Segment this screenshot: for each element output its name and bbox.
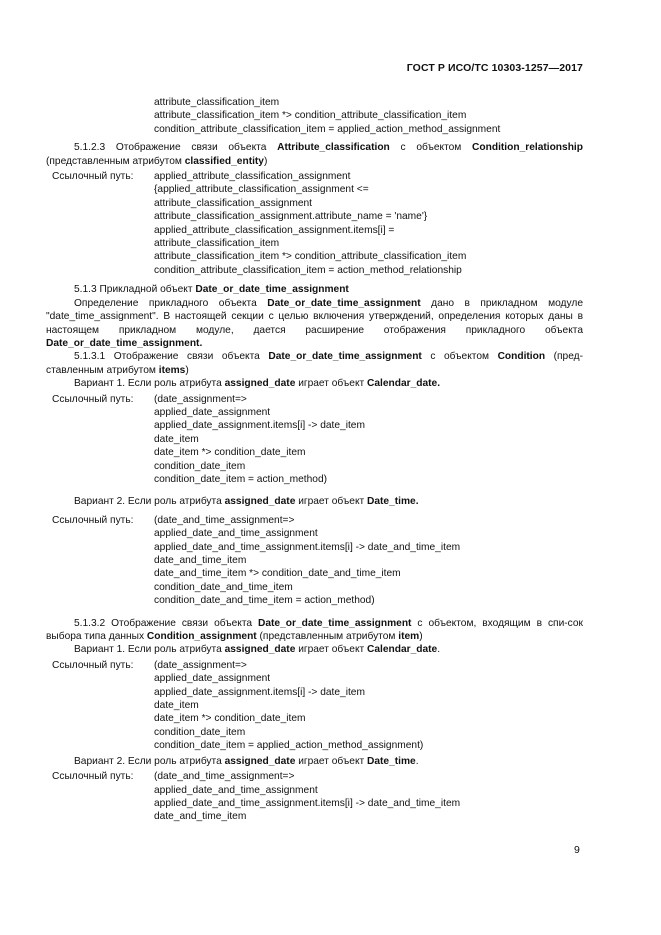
code-line: date_item *> condition_date_item: [154, 447, 306, 459]
code-line: applied_date_and_time_assignment.items[i] -> date_and_time_item: [154, 541, 461, 553]
code-line: condition_date_item = action_method): [154, 473, 328, 485]
code-line: date_item *> condition_date_item: [154, 713, 306, 725]
variant-1-5-1-3-2: Вариант 1. Если роль атрибута assigned_date играет объект Calendar_date.: [74, 644, 441, 656]
reference-path-label: Ссылочный путь:: [52, 659, 134, 671]
code-line: applied_date_assignment: [154, 406, 271, 418]
code-line: date_item: [154, 433, 199, 445]
paragraph-5-1-2-3: 5.1.2.3 Отображение связи объекта Attribute_classification с объектом Condition_relationship (представленным атрибутом classified_entity): [46, 142, 583, 167]
code-line: (date_and_time_assignment=>: [154, 771, 295, 783]
code-block: [46, 170, 583, 277]
reference-path-5-1-3-2-v1: [46, 659, 583, 753]
code-line: date_and_time_item: [154, 811, 247, 823]
code-block: [46, 659, 583, 753]
reference-path-5-1-2-3: [46, 170, 583, 277]
code-block: [46, 514, 583, 608]
page-content: [46, 96, 583, 824]
variant-1-5-1-3-1: Вариант 1. Если роль атрибута assigned_date играет объект Calendar_date.: [74, 378, 441, 390]
variant-2-5-1-3-1: Вариант 2. Если роль атрибута assigned_date играет объект Date_time.: [74, 496, 419, 508]
variant-2-5-1-3-2: Вариант 2. Если роль атрибута assigned_date играет объект Date_time.: [74, 755, 419, 767]
reference-path-label: Ссылочный путь:: [52, 171, 134, 183]
code-block-continuation: [46, 96, 583, 136]
code-line: condition_attribute_classification_item = action_method_relationship: [154, 264, 462, 276]
code-line: condition_date_and_time_item: [154, 581, 293, 593]
code-line: attribute_classification_assignment.attribute_name = 'name'}: [154, 211, 428, 223]
paragraph-5-1-3-2: 5.1.3.2 Отображение связи объекта Date_or_date_time_assignment с объектом, входящим в спи-сок выбора типа данных Condition_assignment (представленным атрибутом item): [46, 617, 583, 643]
code-block: [46, 393, 583, 487]
code-line: date_and_time_item: [154, 555, 247, 566]
code-line: (date_and_time_assignment=>: [154, 514, 295, 526]
code-line: attribute_classification_item: [154, 97, 280, 108]
reference-path-label: Ссылочный путь:: [52, 393, 134, 405]
heading-5-1-3: 5.1.3 Прикладной объект Date_or_date_time_assignment: [74, 284, 349, 296]
reference-path-label: Ссылочный путь:: [52, 771, 134, 783]
code-line: applied_attribute_classification_assignment: [154, 171, 351, 183]
paragraph-5-1-3-1: 5.1.3.1 Отображение связи объекта Date_or_date_time_assignment с объектом Condition (пред-ставленным атрибутом items): [46, 351, 583, 376]
reference-path-5-1-3-1-v1: [46, 393, 583, 487]
code-line: date_and_time_item *> condition_date_and_time_item: [154, 568, 401, 580]
code-line: applied_date_assignment: [154, 673, 271, 685]
reference-path-5-1-3-2-v2: [46, 770, 583, 824]
page-number: 9: [574, 844, 580, 856]
code-line: applied_date_and_time_assignment.items[i] -> date_and_time_item: [154, 797, 461, 809]
document-header: ГОСТ Р ИСО/ТС 10303-1257—2017: [406, 62, 583, 74]
code-line: {applied_attribute_classification_assignment <=: [154, 184, 369, 196]
code-line: condition_date_item: [154, 726, 246, 738]
code-line: (date_assignment=>: [154, 659, 247, 671]
code-line: applied_date_assignment.items[i] -> date_item: [154, 420, 365, 432]
code-line: applied_date_and_time_assignment: [154, 784, 318, 796]
code-line: attribute_classification_assignment: [154, 197, 312, 209]
code-line: attribute_classification_item *> condition_attribute_classification_item: [154, 110, 467, 122]
code-line: condition_date_and_time_item = action_method): [154, 595, 375, 607]
code-line: condition_date_item = applied_action_method_assignment): [154, 740, 424, 752]
code-line: condition_date_item: [154, 460, 246, 472]
code-line: applied_attribute_classification_assignment.items[i] =: [154, 224, 395, 236]
code-line: condition_attribute_classification_item = applied_action_method_assignment: [154, 123, 501, 135]
paragraph-5-1-3: Определение прикладного объекта Date_or_date_time_assignment дано в прикладном модуле "date_time_assignment". В настоящей секции с целью включения утверждений, определения которых даны в настоящем прикладном модуле, дается расширение отображения прикладного объекта Date_or_date_time_assignment.: [46, 297, 583, 349]
code-line: applied_date_and_time_assignment: [154, 528, 318, 540]
reference-path-label: Ссылочный путь:: [52, 514, 134, 526]
reference-path-5-1-3-1-v2: [46, 514, 583, 608]
code-line: attribute_classification_item: [154, 238, 280, 250]
code-line: attribute_classification_item *> condition_attribute_classification_item: [154, 251, 467, 263]
code-line: (date_assignment=>: [154, 393, 247, 405]
code-line: applied_date_assignment.items[i] -> date_item: [154, 686, 365, 698]
code-line: date_item: [154, 700, 199, 712]
